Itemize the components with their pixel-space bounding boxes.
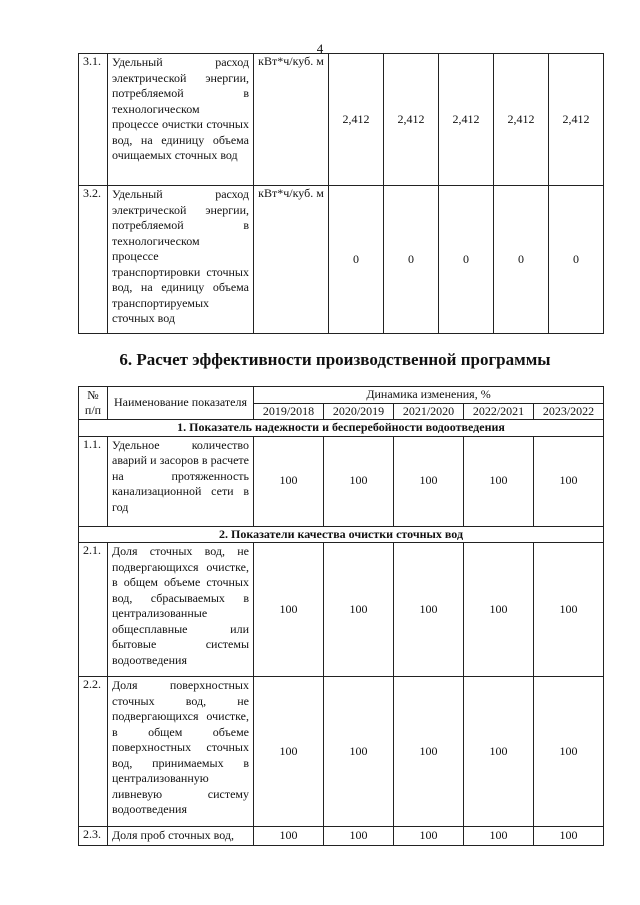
value-cell: 100 <box>254 543 324 677</box>
value-cell: 100 <box>394 827 464 846</box>
value-cell: 100 <box>394 543 464 677</box>
year-header: 2019/2018 <box>254 403 324 420</box>
dynamics-header: Динамика изменения, % <box>254 387 604 404</box>
row-number: 2.1. <box>79 543 108 677</box>
value-cell: 100 <box>254 677 324 827</box>
table-row <box>79 543 604 677</box>
indicator-name: Доля сточных вод, не подвергающихся очистке, в общем объеме сточных вод, сбрасываемых в централизованные общесплавные или бытовые системы водоотведения <box>108 543 254 677</box>
value-cell: 100 <box>464 543 534 677</box>
indicator-name: Удельный расход электрической энергии, потребляемой в технологическом процессе транспортировки сточных вод, на единицу объема транспортируемых сточных вод <box>108 186 254 334</box>
indicator-name: Доля проб сточных вод, <box>108 827 254 846</box>
table-row <box>79 436 604 526</box>
value-cell: 100 <box>534 436 604 526</box>
row-number: 2.3. <box>79 827 108 846</box>
row-number: 2.2. <box>79 677 108 827</box>
value-cell: 100 <box>254 436 324 526</box>
value-cell: 100 <box>324 543 394 677</box>
value-cell: 100 <box>324 677 394 827</box>
value-cell: 100 <box>534 543 604 677</box>
page-number: 4 <box>316 41 324 56</box>
section-title: 6. Расчет эффективности производственной программы <box>119 350 551 369</box>
indicator-name: Удельный расход электрической энергии, потребляемой в технологическом процессе очистки сточных вод, на единицу объема очищаемых сточных вод <box>108 54 254 186</box>
value-cell: 0 <box>494 186 549 334</box>
value-cell: 0 <box>329 186 384 334</box>
value-cell: 2,412 <box>439 54 494 186</box>
value-cell: 2,412 <box>384 54 439 186</box>
num-header: № п/п <box>79 387 108 420</box>
table-row <box>79 54 604 186</box>
year-header: 2022/2021 <box>464 403 534 420</box>
value-cell: 100 <box>534 827 604 846</box>
year-header: 2023/2022 <box>534 403 604 420</box>
name-header: Наименование показателя <box>108 387 254 420</box>
indicator-name: Удельное количество аварий и засоров в расчете на протяженность канализационной сети в год <box>108 436 254 526</box>
row-number: 1.1. <box>79 436 108 526</box>
value-cell: 2,412 <box>549 54 604 186</box>
table-row <box>79 827 604 846</box>
year-header: 2020/2019 <box>324 403 394 420</box>
unit-cell: кВт*ч/куб. м <box>254 54 329 186</box>
indicator-name: Доля поверхностных сточных вод, не подвергающихся очистке, в общем объеме поверхностных сточных вод, принимаемых в централизованную ливневую систему водоотведения <box>108 677 254 827</box>
unit-cell: кВт*ч/куб. м <box>254 186 329 334</box>
value-cell: 100 <box>534 677 604 827</box>
value-cell: 0 <box>439 186 494 334</box>
section-row <box>79 420 604 437</box>
value-cell: 0 <box>549 186 604 334</box>
table-row <box>79 186 604 334</box>
efficiency-table <box>78 386 604 846</box>
year-header: 2021/2020 <box>394 403 464 420</box>
table-row <box>79 677 604 827</box>
value-cell: 100 <box>324 827 394 846</box>
value-cell: 2,412 <box>494 54 549 186</box>
value-cell: 100 <box>324 436 394 526</box>
value-cell: 100 <box>464 436 534 526</box>
section-row <box>79 526 604 543</box>
value-cell: 2,412 <box>329 54 384 186</box>
value-cell: 100 <box>254 827 324 846</box>
section-heading: 2. Показатели качества очистки сточных вод <box>79 526 604 543</box>
section-heading: 1. Показатель надежности и бесперебойности водоотведения <box>79 420 604 437</box>
value-cell: 0 <box>384 186 439 334</box>
value-cell: 100 <box>394 677 464 827</box>
value-cell: 100 <box>464 827 534 846</box>
value-cell: 100 <box>464 677 534 827</box>
header-row <box>79 387 604 404</box>
value-cell: 100 <box>394 436 464 526</box>
row-number: 3.2. <box>79 186 108 334</box>
row-number: 3.1. <box>79 54 108 186</box>
top-table <box>78 53 604 334</box>
